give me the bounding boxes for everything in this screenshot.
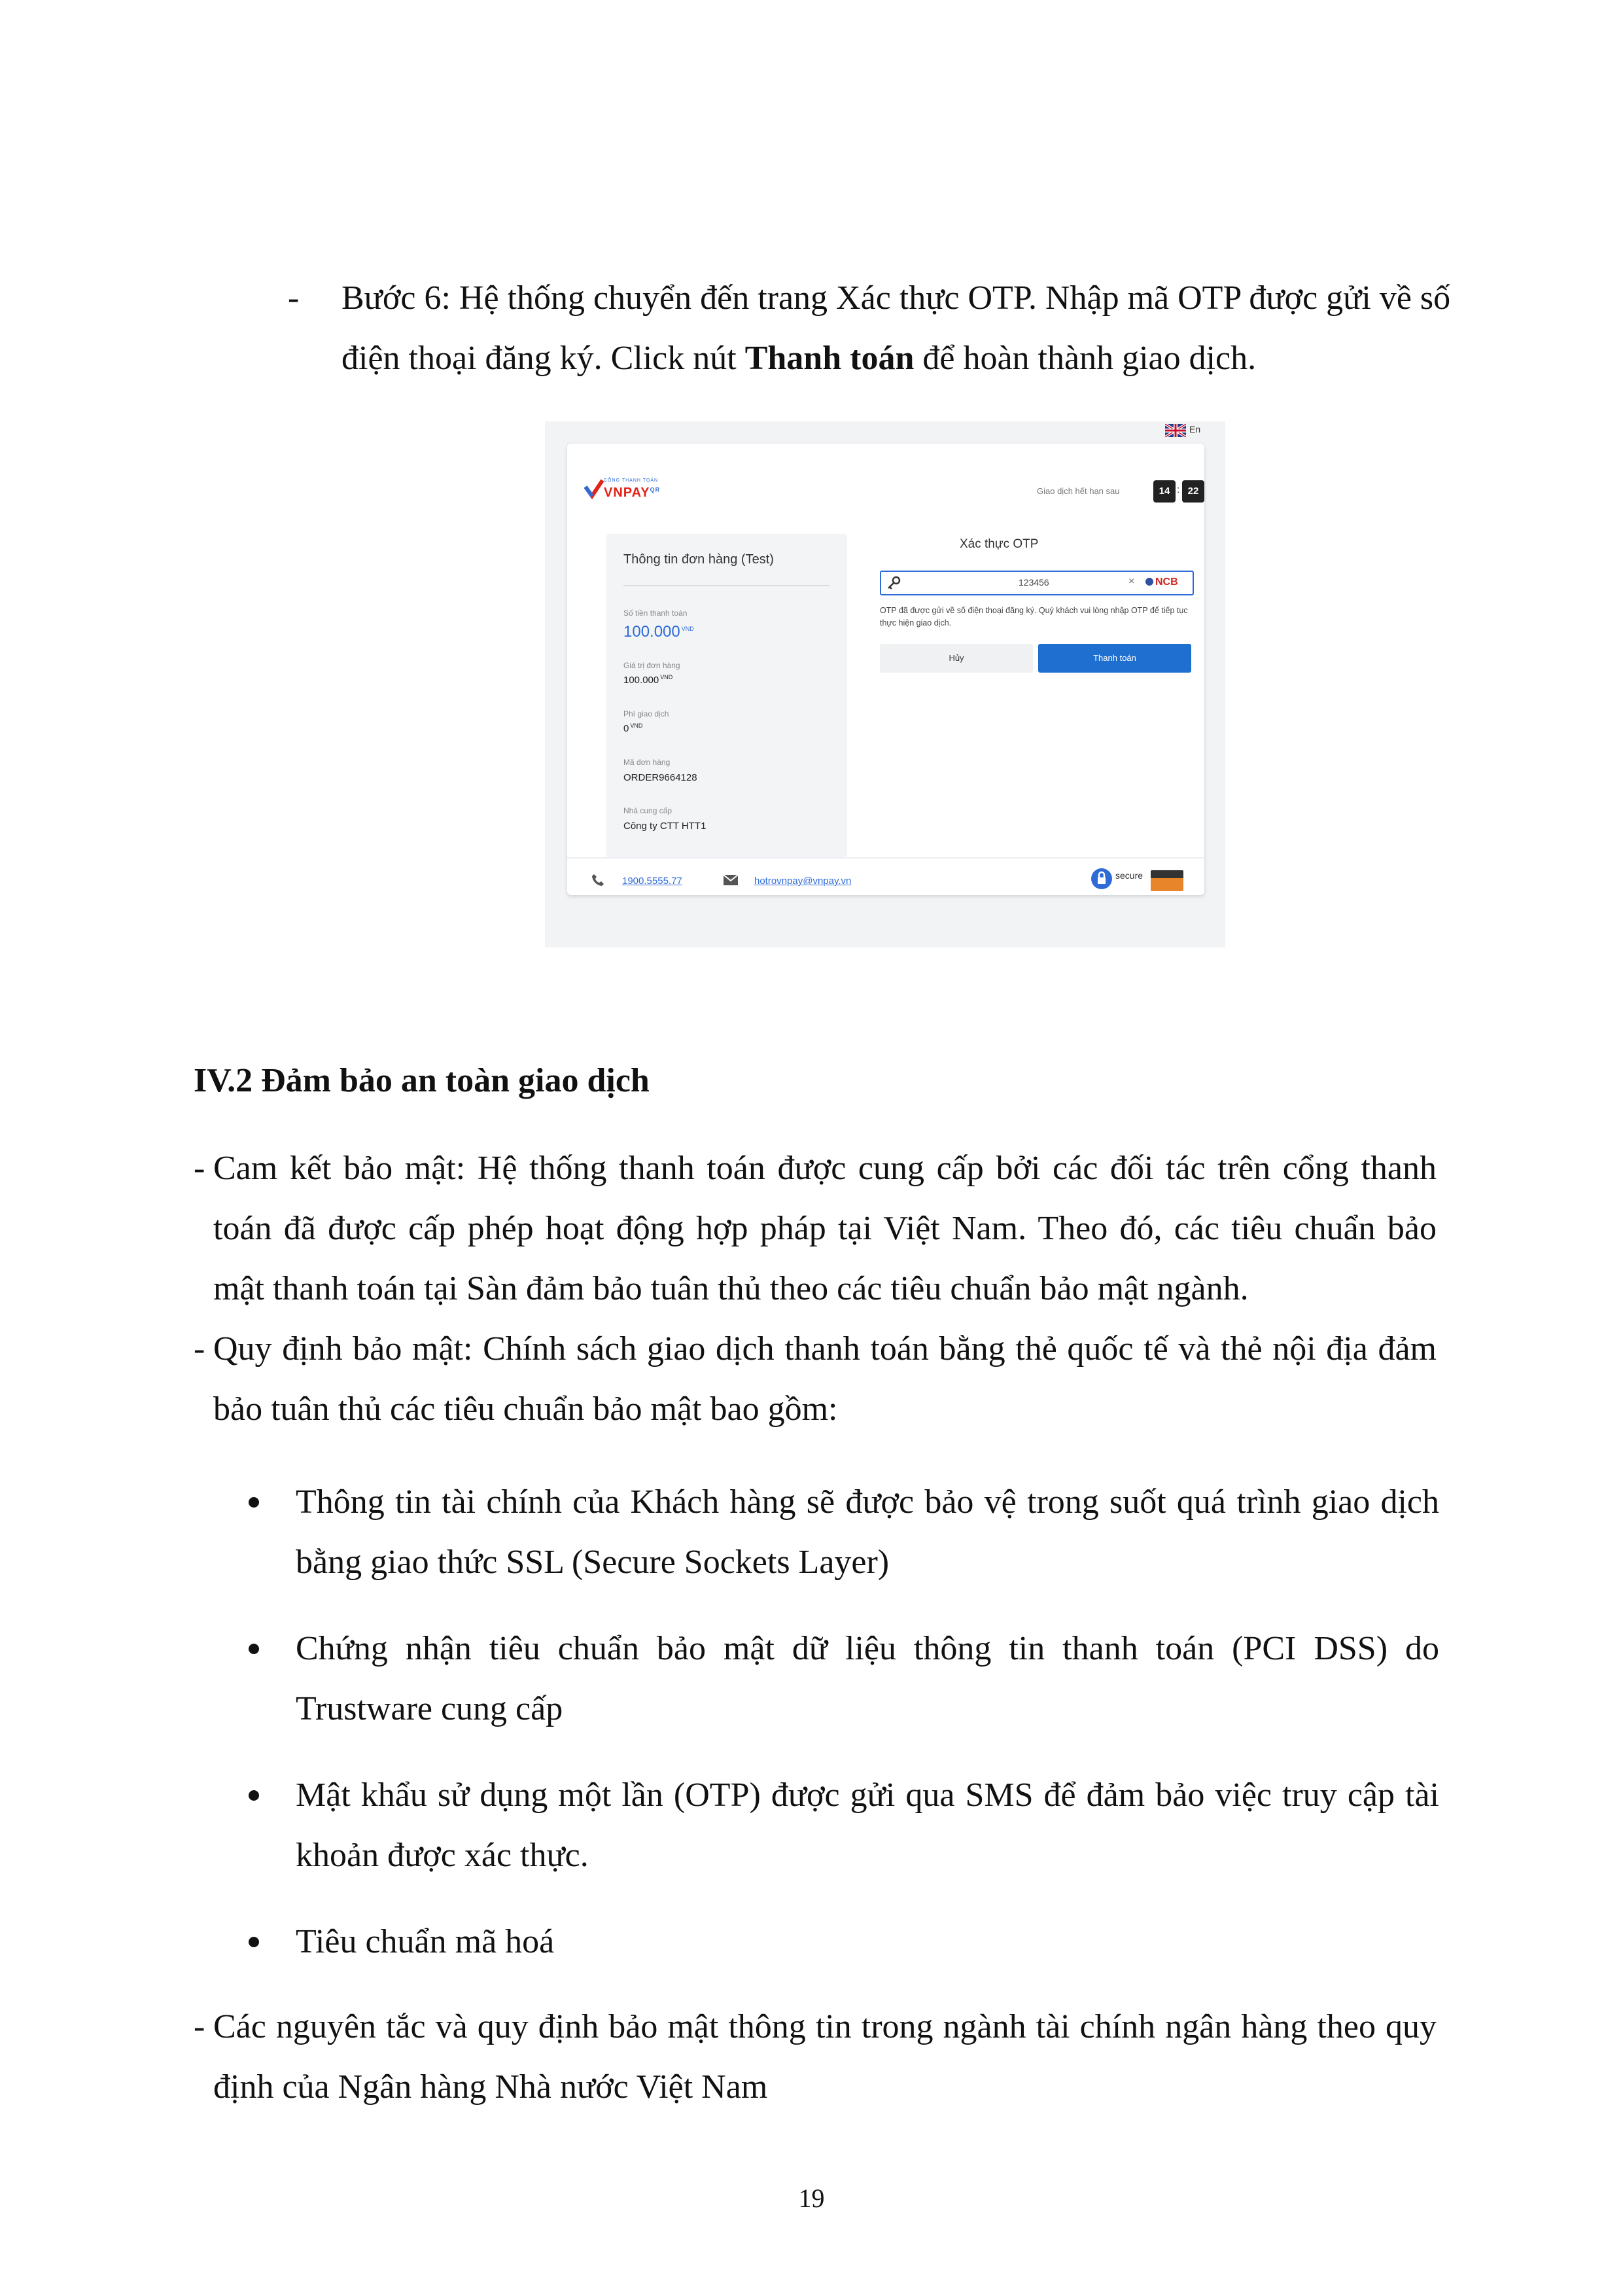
otp-screenshot xyxy=(545,421,1225,947)
logo-caption: CỔNG THANH TOÁN xyxy=(604,478,659,483)
list-dash: - xyxy=(288,279,300,317)
logo-suffix: QR xyxy=(650,486,661,493)
provider-label: Nhà cung cấp xyxy=(623,806,672,815)
paragraph-text: Cam kết bảo mật: Hệ thống thanh toán được cung cấp bởi các đối tác trên cổng thanh toán đã được cấp phép hoạt động hợp pháp tại Việt Nam. Theo đó, các tiêu chuẩn bảo mật thanh toán tại Sàn đảm bảo tuân thủ theo các tiêu chuẩn bảo mật ngành. xyxy=(213,1150,1437,1307)
clear-icon[interactable]: × xyxy=(1128,576,1135,587)
order-value-label: Giá trị đơn hàng xyxy=(623,661,680,670)
footer-divider xyxy=(567,857,1204,858)
fee-value xyxy=(623,722,642,734)
otp-help-text: OTP đã được gửi về số điện thoại đăng ký. Quý khách vui lòng nhập OTP để tiếp tục thực hiện giao dịch. xyxy=(880,606,1188,627)
payment-card xyxy=(567,444,1204,895)
order-divider xyxy=(623,585,830,586)
otp-value: 123456 xyxy=(1019,577,1049,588)
secure-badge xyxy=(1091,868,1145,890)
amount-currency: VND xyxy=(681,626,694,632)
otp-title: Xác thực OTP xyxy=(960,537,1039,551)
step-6-text xyxy=(341,268,1454,389)
amount-label: Số tiền thanh toán xyxy=(623,609,688,618)
bank-name: NCB xyxy=(1155,576,1178,588)
list-dash: - xyxy=(194,1150,205,1187)
uk-flag-icon xyxy=(1165,424,1186,437)
bullet-text: Thông tin tài chính của Khách hàng sẽ được bảo vệ trong suốt quá trình giao dịch bằng giao thức SSL (Secure Sockets Layer) xyxy=(296,1483,1439,1581)
paragraph-security-commitment xyxy=(194,1139,1437,1319)
order-value xyxy=(623,674,672,686)
list-dash: - xyxy=(194,2008,205,2045)
phone-icon xyxy=(591,873,605,887)
bullet-text: Chứng nhận tiêu chuẩn bảo mật dữ liệu thông tin thanh toán (PCI DSS) do Trustware cung cấp xyxy=(296,1630,1439,1727)
countdown-separator: : xyxy=(1177,484,1180,495)
key-icon xyxy=(886,576,901,590)
paragraph-security-regulation xyxy=(194,1319,1437,1439)
vnpay-logo-mark-icon xyxy=(584,476,604,501)
language-label[interactable]: En xyxy=(1189,424,1201,434)
order-value-number: 100.000 xyxy=(623,675,659,686)
logo-brand: VNPAY xyxy=(604,486,650,500)
order-code-label: Mã đơn hàng xyxy=(623,758,671,767)
ncb-bank-logo xyxy=(1145,576,1178,588)
lock-icon xyxy=(1091,868,1113,890)
mail-icon xyxy=(723,874,739,886)
bullet-text: Mật khẩu sử dụng một lần (OTP) được gửi qua SMS để đảm bảo việc truy cập tài khoản được xác thực. xyxy=(296,1776,1439,1874)
ncb-logo-mark-icon xyxy=(1145,578,1153,586)
expiry-label: Giao dịch hết hạn sau xyxy=(1037,486,1120,496)
order-info-panel xyxy=(606,534,847,858)
hotline-link[interactable]: 1900.5555.77 xyxy=(622,875,682,887)
fee-currency: VND xyxy=(630,722,643,729)
bullet-dot-icon xyxy=(249,1497,259,1508)
pay-button[interactable]: Thanh toán xyxy=(1038,644,1191,673)
paragraph-text: Quy định bảo mật: Chính sách giao dịch thanh toán bằng thẻ quốc tế và thẻ nội địa đảm bảo tuân thủ các tiêu chuẩn bảo mật bao gồm: xyxy=(213,1330,1437,1428)
list-dash: - xyxy=(194,1330,205,1368)
page-number: 19 xyxy=(798,2183,825,2213)
payment-network-badge-icon xyxy=(1151,870,1183,891)
bullet-text: Tiêu chuẩn mã hoá xyxy=(296,1923,555,1960)
section-heading: IV.2 Đảm bảo an toàn giao dịch xyxy=(194,1062,650,1099)
amount-value xyxy=(623,623,694,641)
paragraph-banking-regulations xyxy=(194,1997,1437,2117)
step-text-after: để hoàn thành giao dịch. xyxy=(914,340,1257,377)
fee-number: 0 xyxy=(623,723,629,734)
amount-number: 100.000 xyxy=(623,623,680,641)
secure-label: secure xyxy=(1115,870,1143,881)
order-value-currency: VND xyxy=(660,674,673,680)
order-code: ORDER9664128 xyxy=(623,772,697,783)
countdown-minutes: 14 xyxy=(1153,480,1176,503)
step-bold-button-name: Thanh toán xyxy=(744,340,915,377)
order-title: Thông tin đơn hàng (Test) xyxy=(623,552,774,567)
otp-input[interactable] xyxy=(880,571,1194,595)
email-link[interactable]: hotrovnpay@vnpay.vn xyxy=(754,875,852,887)
bullet-dot-icon xyxy=(249,1937,259,1947)
provider-value: Công ty CTT HTT1 xyxy=(623,821,707,832)
cancel-button[interactable]: Hủy xyxy=(880,644,1033,673)
paragraph-text: Các nguyên tắc và quy định bảo mật thông tin trong ngành tài chính ngân hàng theo quy định của Ngân hàng Nhà nước Việt Nam xyxy=(213,2008,1437,2106)
step-text-before: Bước 6: Hệ thống chuyển đến trang Xác thực OTP. Nhập mã OTP được gửi về số điện thoại đăng ký. Click nút xyxy=(341,279,1451,377)
bullet-dot-icon xyxy=(249,1790,259,1801)
vnpay-logo xyxy=(584,476,676,505)
bullet-dot-icon xyxy=(249,1644,259,1654)
countdown-seconds: 22 xyxy=(1182,480,1204,503)
logo-text xyxy=(604,486,660,501)
fee-label: Phí giao dịch xyxy=(623,709,669,718)
